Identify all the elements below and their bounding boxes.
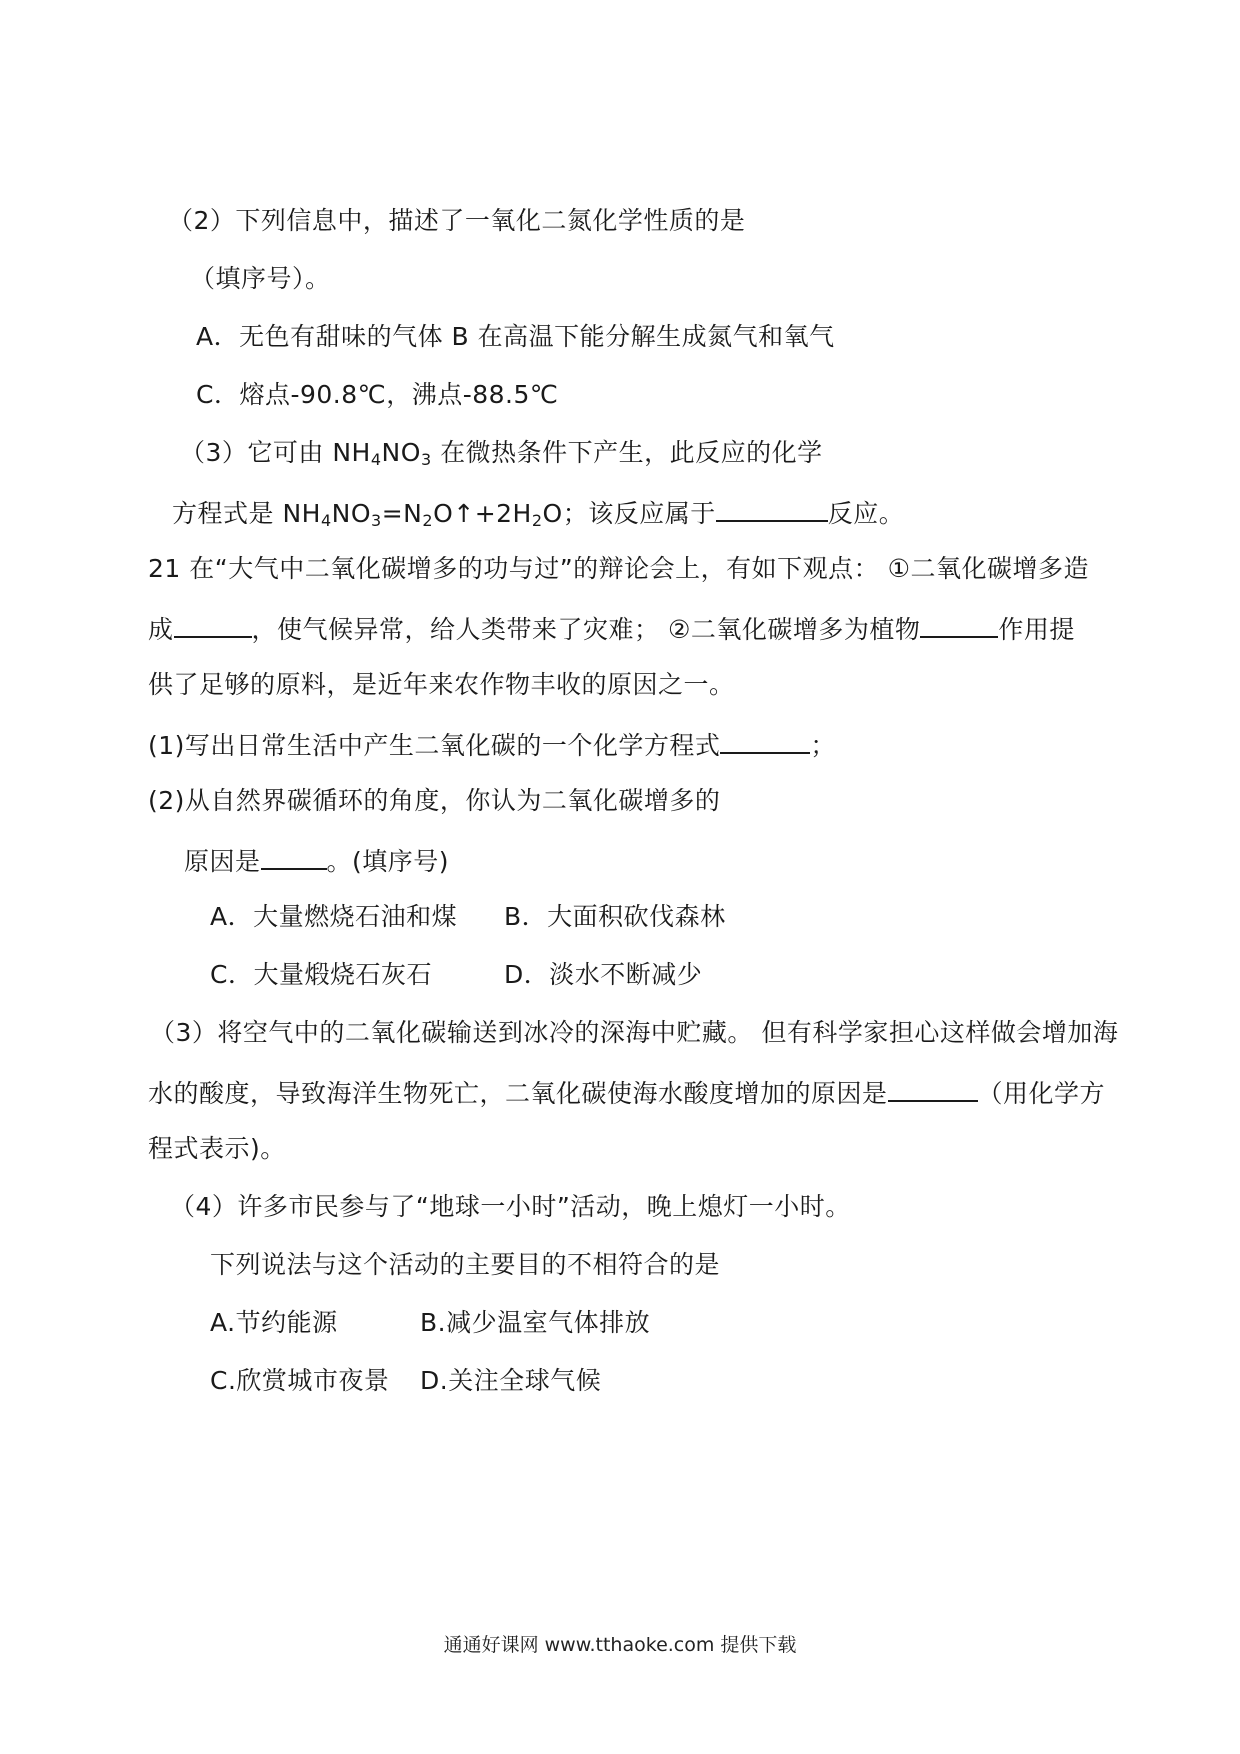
q21-intro-line2: 成 ，使气候异常，给人类带来了灾难； ②二氧化碳增多为植物 作用提 bbox=[148, 610, 1075, 647]
q21-part4-option-a: A.节约能源 bbox=[210, 1308, 338, 1337]
acid-equation-blank[interactable] bbox=[888, 1074, 978, 1102]
equation-blank[interactable] bbox=[720, 726, 810, 754]
q20-part2-fill-hint: （填序号）。 bbox=[190, 264, 331, 293]
reason-blank[interactable] bbox=[261, 842, 327, 870]
q20-part2-text: （2）下列信息中，描述了一氧化二氮化学性质的是 bbox=[168, 206, 746, 235]
q21-part2-reason: 原因是 。(填序号) bbox=[184, 842, 449, 879]
q21-part2-option-a: A．大量燃烧石油和煤 bbox=[210, 902, 458, 931]
q21-part2-option-c: C．大量煅烧石灰石 bbox=[210, 960, 432, 989]
page-footer bbox=[0, 1632, 1240, 1658]
q21-intro-line3: 供了足够的原料，是近年来农作物丰收的原因之一。 bbox=[148, 670, 735, 699]
q21-part2-stem: (2)从自然界碳循环的角度，你认为二氧化碳增多的 bbox=[148, 786, 721, 815]
q21-intro-line1: 21 在“大气中二氧化碳增多的功与过”的辩论会上，有如下观点： ①二氧化碳增多造 bbox=[148, 554, 1090, 583]
effect-blank[interactable] bbox=[174, 610, 252, 638]
reaction-type-blank[interactable] bbox=[716, 494, 828, 522]
q20-part2-option-c: C．熔点-90.8℃，沸点-88.5℃ bbox=[196, 380, 559, 409]
q21-part2-option-d: D．淡水不断减少 bbox=[504, 960, 703, 989]
q21-part4-line1: （4）许多市民参与了“地球一小时”活动，晚上熄灯一小时。 bbox=[170, 1192, 851, 1221]
q21-part1: (1)写出日常生活中产生二氧化碳的一个化学方程式 ； bbox=[148, 726, 836, 763]
q21-part4-line2: 下列说法与这个活动的主要目的不相符合的是 bbox=[210, 1250, 721, 1279]
q21-part2-option-b: B．大面积砍伐森林 bbox=[504, 902, 726, 931]
q21-part3-line1: （3）将空气中的二氧化碳输送到冰冷的深海中贮藏。 但有科学家担心这样做会增加海 bbox=[150, 1018, 1119, 1047]
q20-part3-stem: （3）它可由 $NH_4NO_3$ 在微热条件下产生，此反应的化学 bbox=[180, 438, 823, 469]
q21-part3-line2: 水的酸度，导致海洋生物死亡，二氧化碳使海水酸度增加的原因是 （用化学方 bbox=[148, 1074, 1105, 1111]
q21-part4-option-b: B.减少温室气体排放 bbox=[420, 1308, 651, 1337]
q21-part3-line3: 程式表示)。 bbox=[148, 1134, 286, 1163]
q20-part2-stem bbox=[168, 204, 745, 238]
q20-part2-options-ab: A．无色有甜味的气体 B 在高温下能分解生成氮气和氧气 bbox=[196, 322, 835, 351]
q21-part4-option-d: D.关注全球气候 bbox=[420, 1366, 602, 1395]
footer-text: 通通好课网 www.tthaoke.com 提供下载 bbox=[443, 1634, 797, 1656]
plant-process-blank[interactable] bbox=[920, 610, 998, 638]
q21-part4-option-c: C.欣赏城市夜景 bbox=[210, 1366, 390, 1395]
q20-part3-equation: 方程式是 $NH_4NO_3=N_2O↑+2H_2O$；该反应属于 反应。 bbox=[172, 494, 904, 531]
